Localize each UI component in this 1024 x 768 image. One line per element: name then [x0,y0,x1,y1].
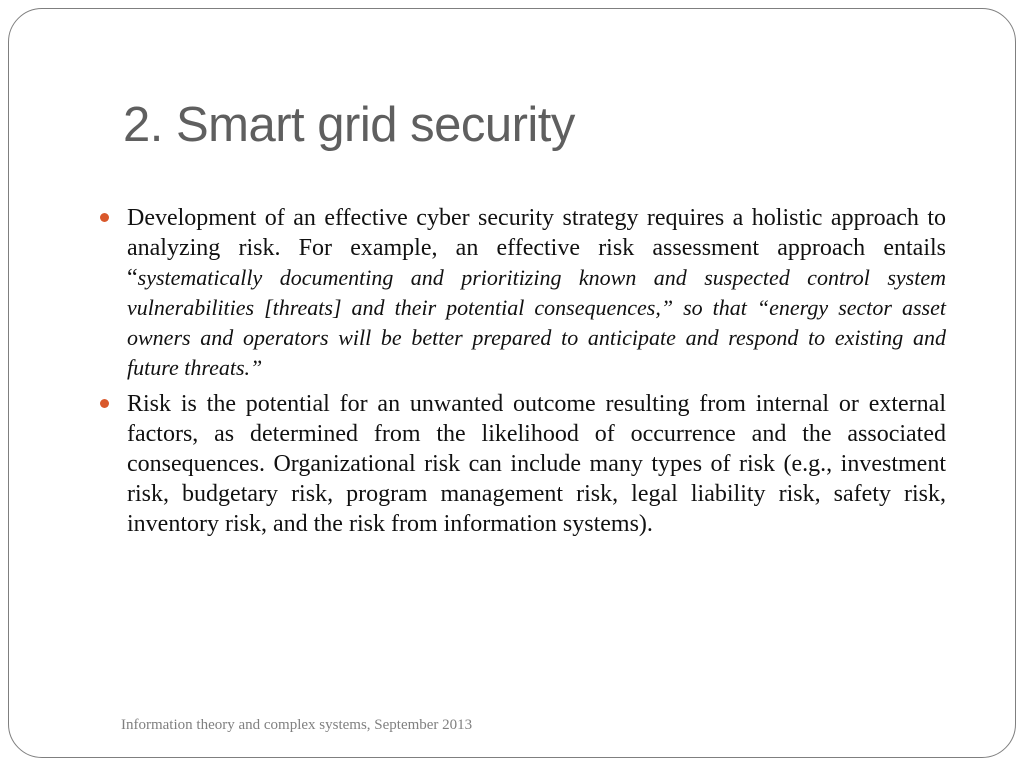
bullet-dot-icon [100,399,109,408]
bullet-2-text: Risk is the potential for an unwanted outcome resulting from internal or external factors, as determined from the likelihood of occurrence and the associated consequences. Organizational risk can include many types of risk (e.g., investment risk, budgetary risk, program management risk, legal liability risk, safety risk, inventory risk, and the risk from information systems). [127,391,946,537]
slide-footer: Information theory and complex systems, September 2013 [121,717,473,733]
slide-frame [8,8,1016,758]
slide-title: 2. Smart grid security [123,98,575,152]
bullet-1-text: Development of an effective cyber security strategy requires a holistic approach to analyzing risk. For example, an effective risk assessment approach entails “ [127,205,946,291]
bullet-item-1 [127,203,946,383]
bullet-dot-icon [100,213,109,222]
bullet-item-2 [127,389,946,539]
bullet-list [127,203,946,545]
bullet-1-quote: systematically documenting and prioritizing known and suspected control system vulnerabilities [threats] and their potential consequences,” so that “energy sector asset owners and operators will be better prepared to anticipate and respond to existing and future threats.” [127,265,946,380]
